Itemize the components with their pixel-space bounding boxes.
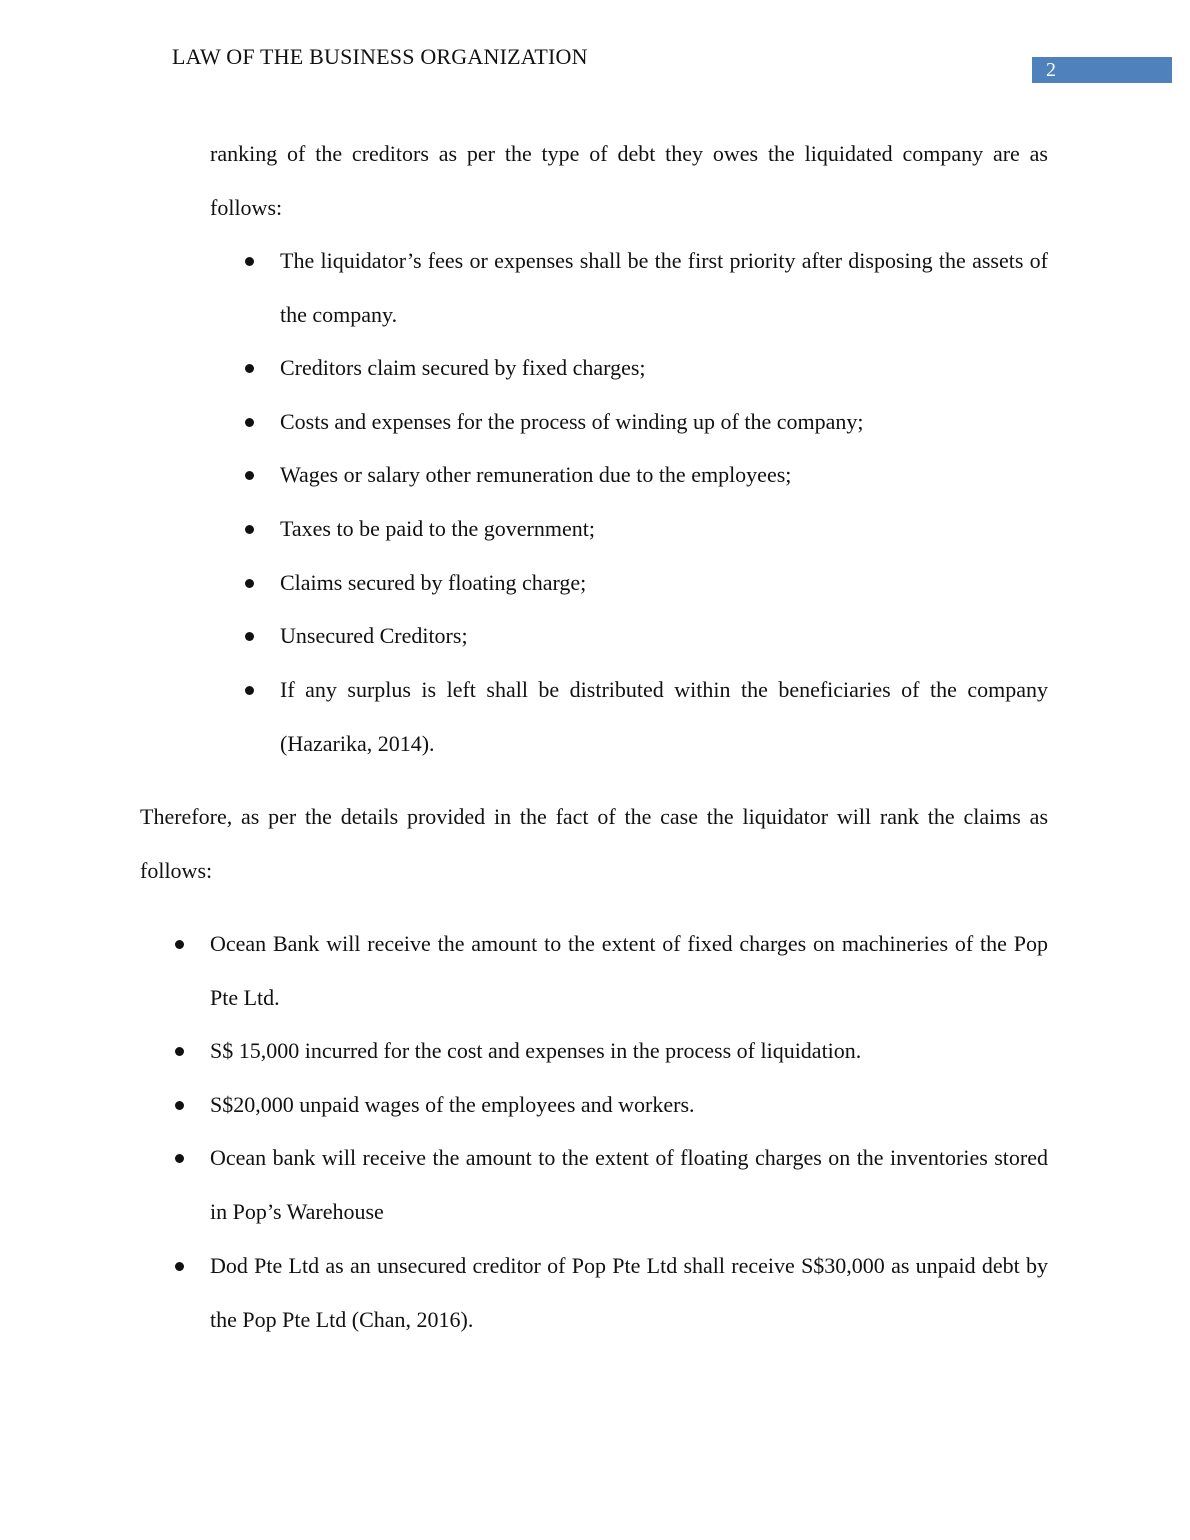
bullet-icon xyxy=(245,686,254,695)
bullet-icon xyxy=(245,525,254,534)
list-item-text: S$ 15,000 incurred for the cost and expenses in the process of liquidation. xyxy=(210,1038,862,1063)
page-number-badge: 2 xyxy=(1032,57,1172,83)
list-item-text: Costs and expenses for the process of winding up of the company; xyxy=(280,409,864,434)
list-item-text: Creditors claim secured by fixed charges; xyxy=(280,355,646,380)
bullet-icon xyxy=(175,940,184,949)
bullet-icon xyxy=(245,579,254,588)
list-item-text: S$20,000 unpaid wages of the employees and workers. xyxy=(210,1092,695,1117)
bullet-icon xyxy=(245,471,254,480)
list-item-text: The liquidator’s fees or expenses shall be the first priority after disposing the assets of the company. xyxy=(280,248,1048,327)
bullet-icon xyxy=(245,364,254,373)
conclusion-paragraph: Therefore, as per the details provided in the fact of the case the liquidator will rank the claims as follows: xyxy=(140,804,1048,883)
list-item-text: Dod Pte Ltd as an unsecured creditor of Pop Pte Ltd shall receive S$30,000 as unpaid debt by the Pop Pte Ltd (Chan, 2016). xyxy=(210,1253,1048,1332)
bullet-icon xyxy=(175,1262,184,1271)
bullet-icon xyxy=(175,1101,184,1110)
list-item-text: Ocean Bank will receive the amount to the extent of fixed charges on machineries of the Pop Pte Ltd. xyxy=(210,931,1048,1010)
bullet-icon xyxy=(245,418,254,427)
bullet-icon xyxy=(245,257,254,266)
bullet-icon xyxy=(175,1154,184,1163)
list-item-text: Wages or salary other remuneration due to the employees; xyxy=(280,462,792,487)
intro-paragraph: ranking of the creditors as per the type of debt they owes the liquidated company are as follows: xyxy=(210,141,1048,220)
list-item-text: Claims secured by floating charge; xyxy=(280,570,587,595)
bullet-icon xyxy=(175,1047,184,1056)
bullet-icon xyxy=(245,632,254,641)
list-item-text: Unsecured Creditors; xyxy=(280,623,468,648)
running-header-title: LAW OF THE BUSINESS ORGANIZATION xyxy=(172,44,588,69)
list-item-text: If any surplus is left shall be distributed within the beneficiaries of the company (Hazarika, 2014). xyxy=(280,677,1048,756)
list-item-text: Taxes to be paid to the government; xyxy=(280,516,595,541)
list-item-text: Ocean bank will receive the amount to the extent of floating charges on the inventories stored in Pop’s Warehouse xyxy=(210,1145,1048,1224)
